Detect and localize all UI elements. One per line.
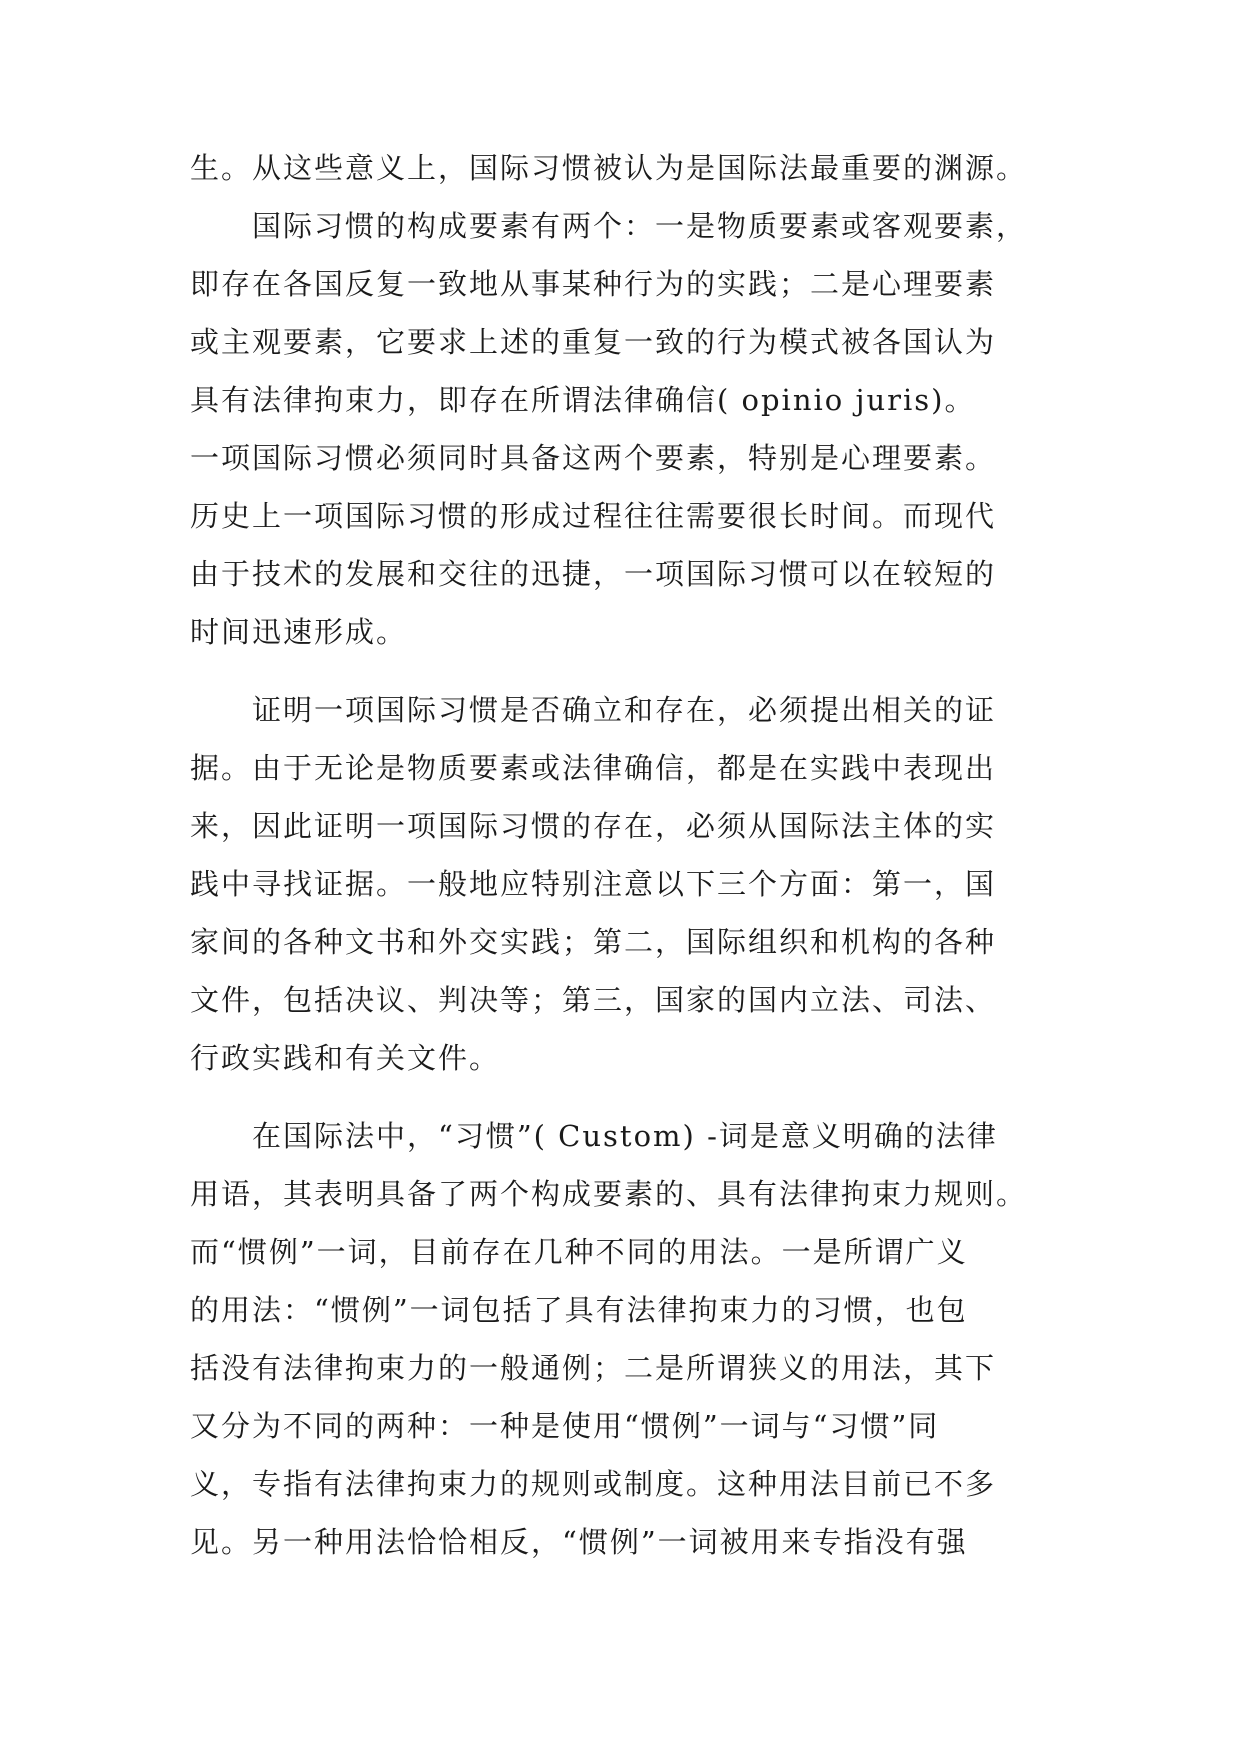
text-line: 文件，包括决议、判决等；第三，国家的国内立法、司法、 <box>190 983 997 1017</box>
text-line: 行政实践和有关文件。 <box>190 1041 501 1075</box>
text-line: 具有法律拘束力，即存在所谓法律确信( opinio juris)。 <box>190 383 976 417</box>
text-line: 一项国际习惯必须同时具备这两个要素，特别是心理要素。 <box>190 441 997 475</box>
text-line: 来，因此证明一项国际习惯的存在，必须从国际法主体的实 <box>190 809 997 843</box>
text-line: 或主观要素，它要求上述的重复一致的行为模式被各国认为 <box>190 325 997 359</box>
text-line: 时间迅速形成。 <box>190 615 408 649</box>
text-line: 义，专指有法律拘束力的规则或制度。这种用法目前已不多 <box>190 1467 997 1501</box>
text-line: 用语，其表明具备了两个构成要素的、具有法律拘束力规则。 <box>190 1177 1028 1211</box>
text-line: 据。由于无论是物质要素或法律确信，都是在实践中表现出 <box>190 751 997 785</box>
text-line: 又分为不同的两种：一种是使用“惯例”一词与“习惯”同 <box>190 1409 940 1443</box>
text-line: 践中寻找证据。一般地应特别注意以下三个方面：第一，国 <box>190 867 997 901</box>
text-line: 历史上一项国际习惯的形成过程往往需要很长时间。而现代 <box>190 499 997 533</box>
text-line: 国际习惯的构成要素有两个：一是物质要素或客观要素， <box>190 209 1028 243</box>
text-line: 见。另一种用法恰恰相反，“惯例”一词被用来专指没有强 <box>190 1525 968 1559</box>
text-line: 而“惯例”一词，目前存在几种不同的用法。一是所谓广义 <box>190 1235 968 1269</box>
text-line: 在国际法中，“习惯”( Custom) -词是意义明确的法律 <box>190 1119 998 1153</box>
text-line: 的用法：“惯例”一词包括了具有法律拘束力的习惯，也包 <box>190 1293 968 1327</box>
text-line: 括没有法律拘束力的一般通例；二是所谓狭义的用法，其下 <box>190 1351 997 1385</box>
text-line: 生。从这些意义上，国际习惯被认为是国际法最重要的渊源。 <box>190 151 1028 185</box>
text-line: 证明一项国际习惯是否确立和存在，必须提出相关的证 <box>190 693 997 727</box>
text-line: 由于技术的发展和交往的迅捷，一项国际习惯可以在较短的 <box>190 557 997 591</box>
text-line: 即存在各国反复一致地从事某种行为的实践；二是心理要素 <box>190 267 997 301</box>
text-line: 家间的各种文书和外交实践；第二，国际组织和机构的各种 <box>190 925 997 959</box>
